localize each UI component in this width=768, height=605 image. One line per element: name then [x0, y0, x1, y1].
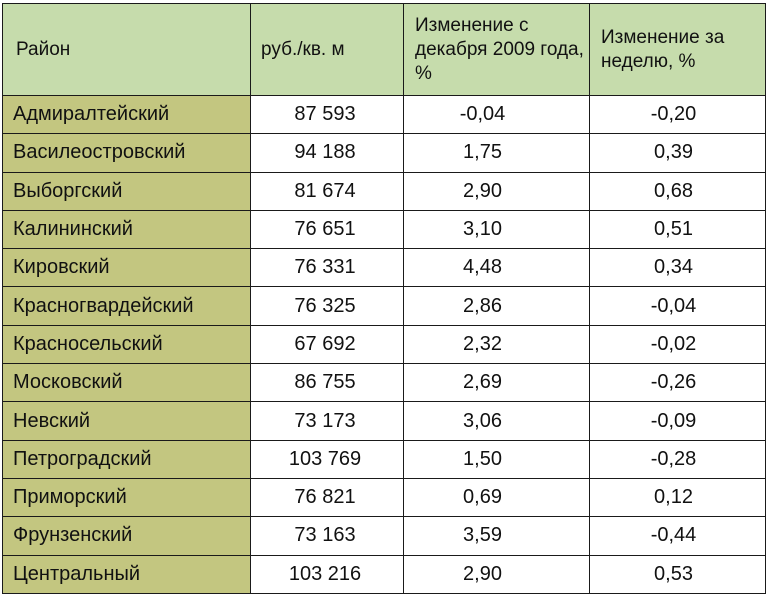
cell-change-since-dec-2009: -0,04	[404, 96, 590, 134]
cell-change-since-dec-2009: 2,90	[404, 172, 590, 210]
table-row	[3, 172, 766, 210]
cell-change-week: 0,53	[590, 555, 766, 593]
table-row	[3, 96, 766, 134]
cell-price: 76 651	[251, 210, 404, 248]
cell-change-since-dec-2009: 2,90	[404, 555, 590, 593]
cell-district: Калининский	[3, 210, 251, 248]
cell-change-week: 0,34	[590, 249, 766, 287]
table-row	[3, 287, 766, 325]
cell-change-week: -0,20	[590, 96, 766, 134]
cell-price: 73 173	[251, 402, 404, 440]
cell-change-week: -0,04	[590, 287, 766, 325]
cell-price: 94 188	[251, 134, 404, 172]
cell-price: 76 325	[251, 287, 404, 325]
cell-change-since-dec-2009: 2,69	[404, 364, 590, 402]
table-header	[3, 4, 766, 96]
table-row	[3, 440, 766, 478]
cell-district: Фрунзенский	[3, 517, 251, 555]
table-row	[3, 478, 766, 516]
cell-price: 67 692	[251, 325, 404, 363]
cell-change-since-dec-2009: 3,06	[404, 402, 590, 440]
cell-price: 73 163	[251, 517, 404, 555]
header-change-since-dec-2009: Изменение с декабря 2009 года, %	[404, 4, 590, 96]
cell-change-week: 0,68	[590, 172, 766, 210]
cell-district: Красносельский	[3, 325, 251, 363]
table-row	[3, 210, 766, 248]
cell-change-since-dec-2009: 2,32	[404, 325, 590, 363]
cell-district: Петроградский	[3, 440, 251, 478]
cell-district: Василеостровский	[3, 134, 251, 172]
cell-change-since-dec-2009: 0,69	[404, 478, 590, 516]
cell-change-since-dec-2009: 1,75	[404, 134, 590, 172]
cell-change-week: -0,44	[590, 517, 766, 555]
table-row	[3, 364, 766, 402]
cell-district: Адмиралтейский	[3, 96, 251, 134]
cell-change-since-dec-2009: 4,48	[404, 249, 590, 287]
cell-district: Московский	[3, 364, 251, 402]
cell-district: Невский	[3, 402, 251, 440]
header-change-week: Изменение за неделю, %	[590, 4, 766, 96]
cell-district: Красногвардейский	[3, 287, 251, 325]
cell-price: 76 331	[251, 249, 404, 287]
cell-price: 81 674	[251, 172, 404, 210]
cell-price: 76 821	[251, 478, 404, 516]
header-row	[3, 4, 766, 96]
cell-district: Выборгский	[3, 172, 251, 210]
cell-price: 87 593	[251, 96, 404, 134]
cell-change-since-dec-2009: 3,59	[404, 517, 590, 555]
table-row	[3, 249, 766, 287]
table-body	[3, 96, 766, 594]
cell-district: Кировский	[3, 249, 251, 287]
district-price-table	[2, 3, 766, 594]
cell-change-week: -0,26	[590, 364, 766, 402]
cell-district: Центральный	[3, 555, 251, 593]
cell-price: 86 755	[251, 364, 404, 402]
cell-change-week: 0,12	[590, 478, 766, 516]
cell-change-since-dec-2009: 3,10	[404, 210, 590, 248]
cell-change-week: 0,51	[590, 210, 766, 248]
table-row	[3, 555, 766, 593]
cell-change-week: -0,02	[590, 325, 766, 363]
cell-change-week: 0,39	[590, 134, 766, 172]
table-row	[3, 134, 766, 172]
table-row	[3, 325, 766, 363]
cell-change-week: -0,09	[590, 402, 766, 440]
table-row	[3, 402, 766, 440]
table-row	[3, 517, 766, 555]
header-district: Район	[3, 4, 251, 96]
header-price: руб./кв. м	[251, 4, 404, 96]
cell-change-since-dec-2009: 1,50	[404, 440, 590, 478]
cell-change-since-dec-2009: 2,86	[404, 287, 590, 325]
cell-price: 103 216	[251, 555, 404, 593]
cell-price: 103 769	[251, 440, 404, 478]
cell-district: Приморский	[3, 478, 251, 516]
cell-change-week: -0,28	[590, 440, 766, 478]
